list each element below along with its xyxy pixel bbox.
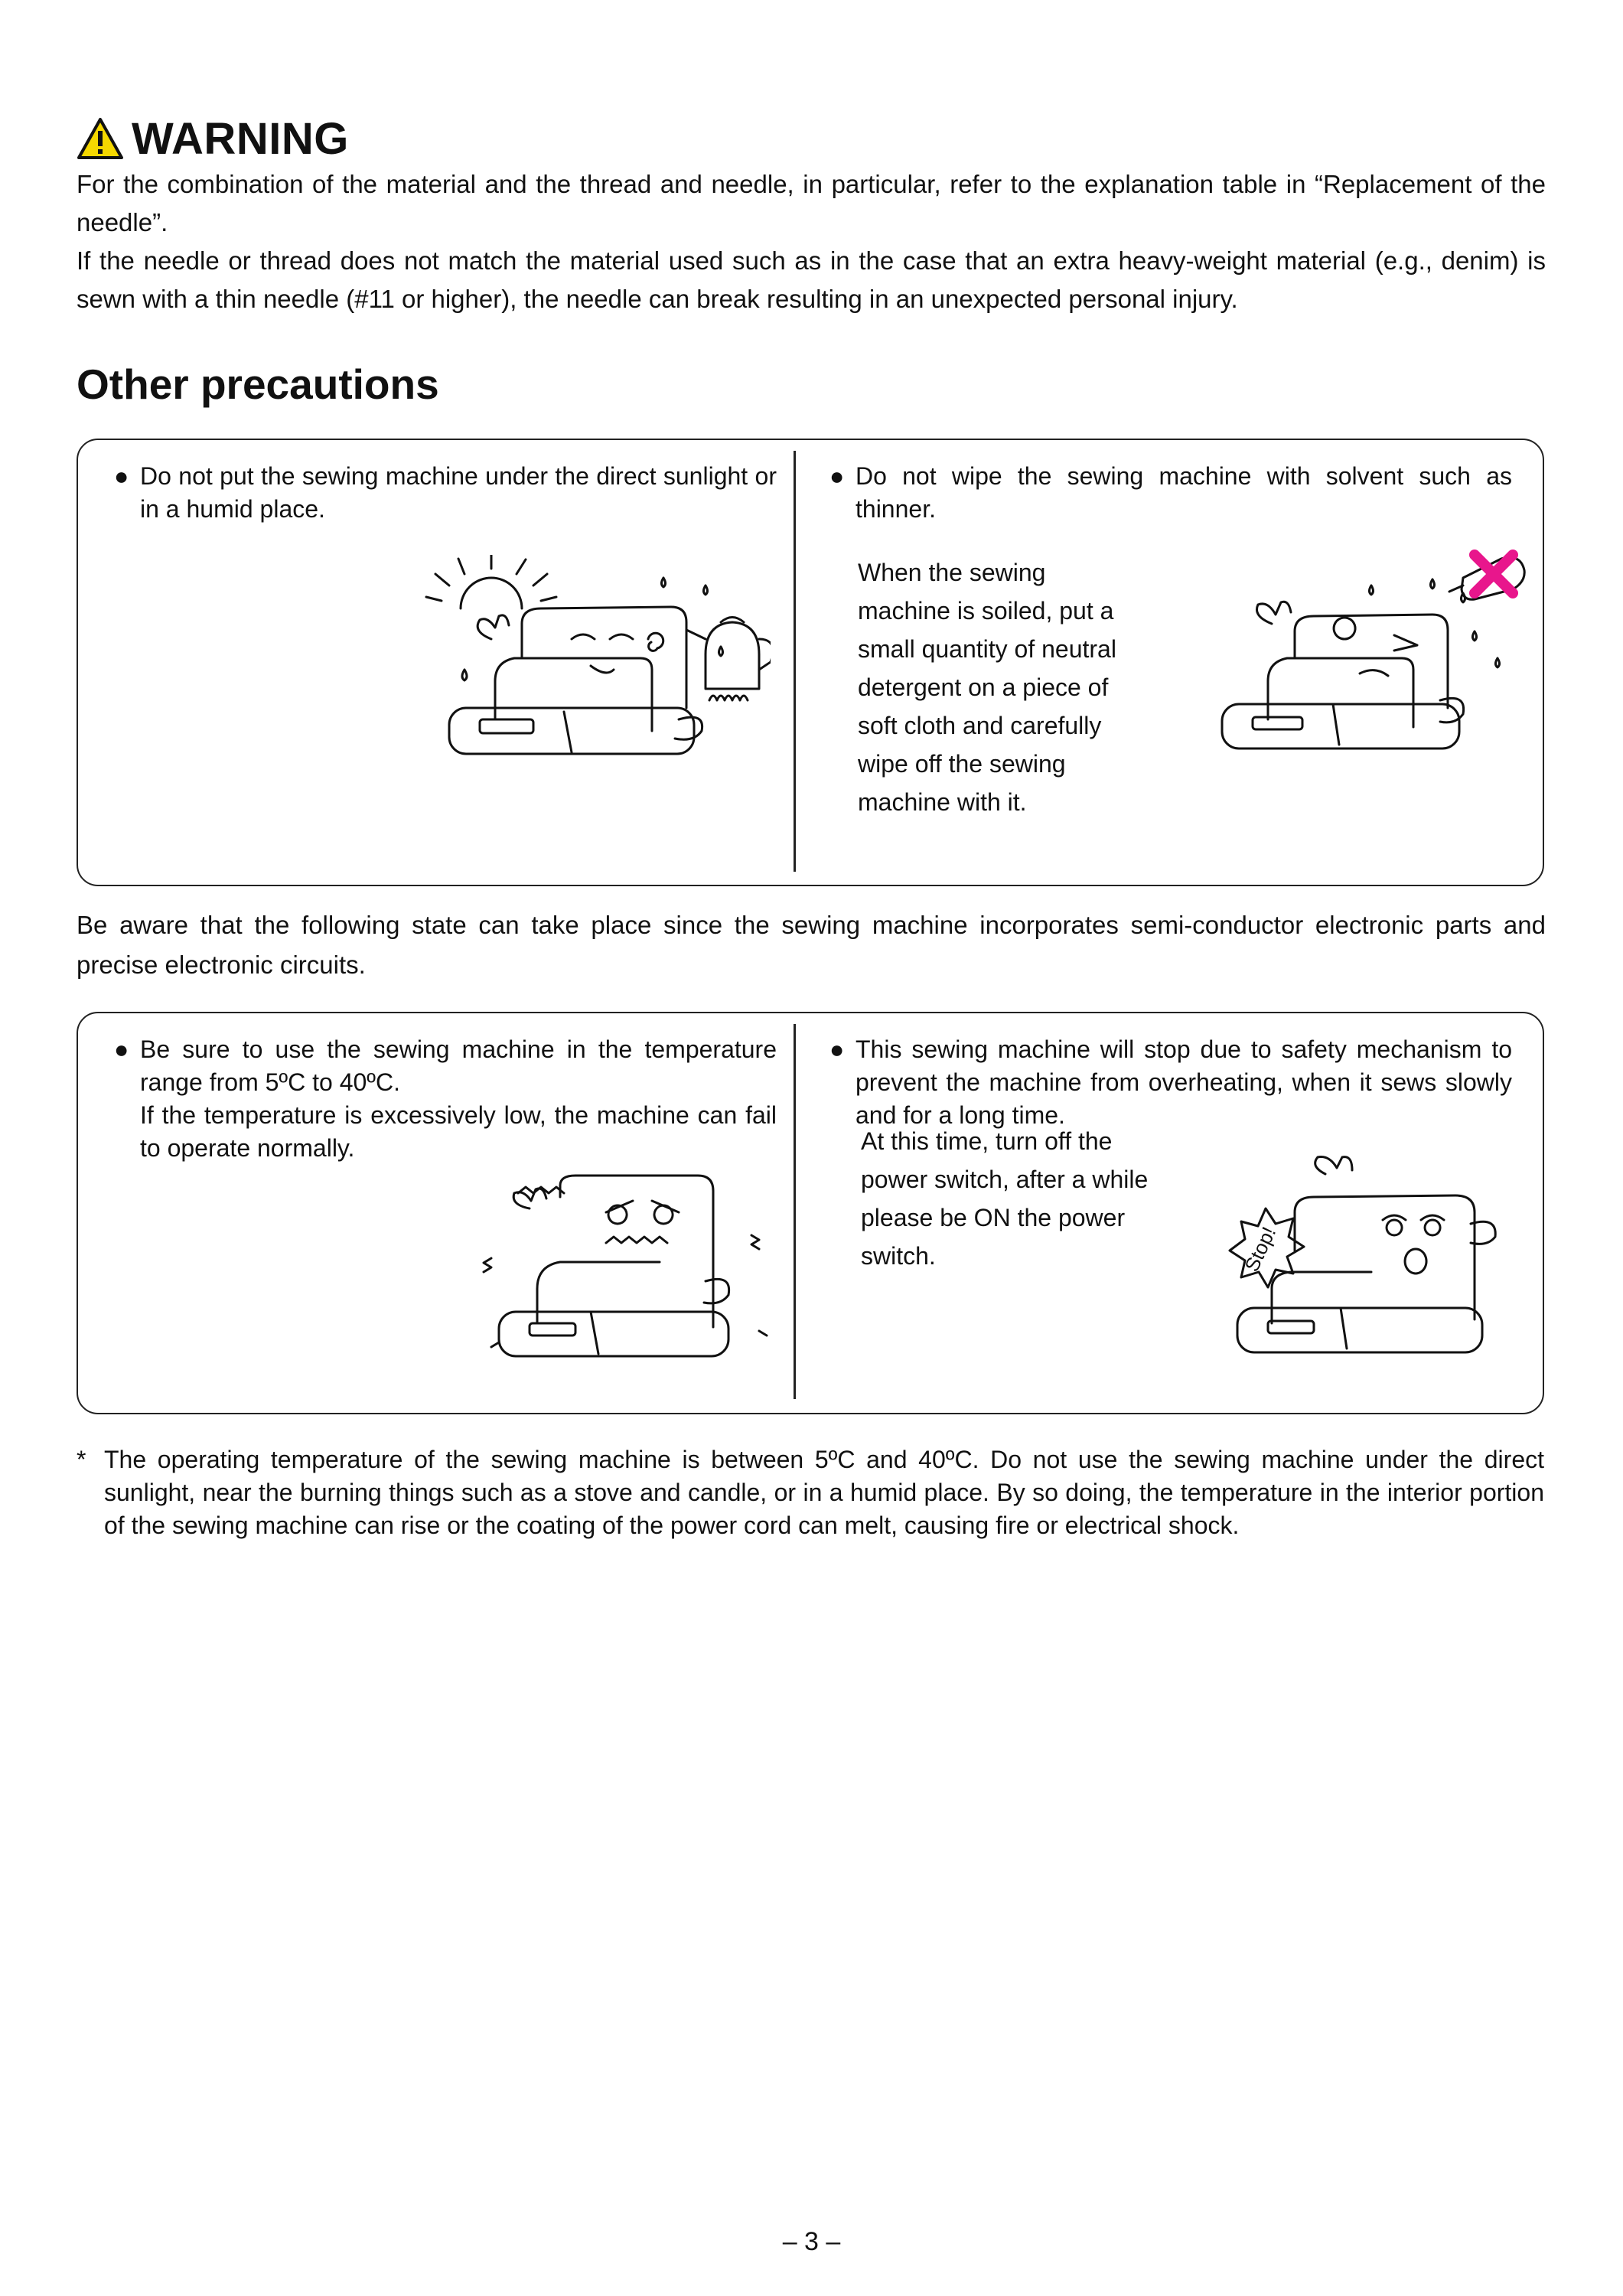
restart-instructions [861,1122,1198,1275]
precautions-box-1 [77,439,1544,886]
bullet-dot-icon: ● [114,1035,129,1063]
sewing-machine-cold-illustration [476,1166,782,1365]
warning-paragraph-2: If the needle or thread does not match the material used such as in the case that an extra heavy-weight material (e.g., denim) is sewn with a thin needle (#11 or higher), the needle can break resulting in an unexpected personal injury. [77,246,1546,313]
bullet-temperature [114,1033,777,1165]
cleaning-instructions [858,553,1194,821]
prohibited-cross-icon [1475,555,1513,593]
bullet-sunlight-text: Do not put the sewing machine under the direct sunlight or in a humid place. [140,462,777,523]
aware-paragraph: Be aware that the following state can take place since the sewing machine incorporates semi-conductor electronic parts and precise electronic circuits. [77,911,1546,979]
sewing-machine-stop-illustration [1211,1151,1532,1358]
restart-line: please be ON the power [861,1204,1126,1231]
footnote-marker: * [77,1446,86,1473]
restart-line: switch. [861,1242,936,1270]
bullet-solvent [829,460,1512,526]
restart-line: power switch, after a while [861,1166,1149,1193]
sewing-machine-sun-illustration [419,555,771,769]
warning-title: WARNING [132,113,349,164]
box-divider [794,451,796,872]
warning-triangle-icon [77,117,124,160]
box-divider [794,1024,796,1399]
stop-label: Stop! [1240,1223,1281,1276]
bullet-overheating-text: This sewing machine will stop due to safety mechanism to prevent the machine from overheating, when it sews slowly and for a long time. [855,1035,1512,1129]
section-title: Other precautions [77,360,439,408]
bullet-temperature-text-1: Be sure to use the sewing machine in the temperature range from 5ºC to 40ºC. [140,1035,777,1096]
cleaning-line: small quantity of neutral [858,635,1116,663]
warning-paragraph-1: For the combination of the material and the thread and needle, in particular, refer to the explanation table in “Replacement of the needle”. [77,170,1546,236]
page-number: – 3 – [782,2227,841,2256]
cleaning-line: When the sewing [858,559,1046,586]
bullet-dot-icon: ● [829,462,845,490]
bullet-temperature-text-2: If the temperature is excessively low, the machine can fail to operate normally. [140,1101,777,1162]
cleaning-line: wipe off the sewing [858,750,1066,778]
restart-line: At this time, turn off the [861,1127,1113,1155]
bullet-dot-icon: ● [829,1035,845,1063]
footnote-text: The operating temperature of the sewing machine is between 5ºC and 40ºC. Do not use the sewing machine under the direct sunlight, near the burning things such as a stove and candle, or in a humid place. By so doing, the temperature in the interior portion of the sewing machine can rise or the coating of the power cord can melt, causing fire or electrical shock. [104,1446,1544,1539]
cleaning-line: soft cloth and carefully [858,712,1102,739]
bullet-dot-icon: ● [114,462,129,490]
bullet-overheating [829,1033,1512,1132]
precautions-box-2 [77,1012,1544,1414]
cleaning-line: detergent on a piece of [858,673,1109,701]
warning-header [77,113,349,164]
sewing-machine-solvent-illustration [1211,547,1532,762]
bullet-solvent-text: Do not wipe the sewing machine with solvent such as thinner. [855,462,1512,523]
bullet-sunlight [114,460,777,526]
cleaning-line: machine is soiled, put a [858,597,1114,625]
cleaning-line: machine with it. [858,788,1027,816]
footnote [77,1443,1544,1542]
